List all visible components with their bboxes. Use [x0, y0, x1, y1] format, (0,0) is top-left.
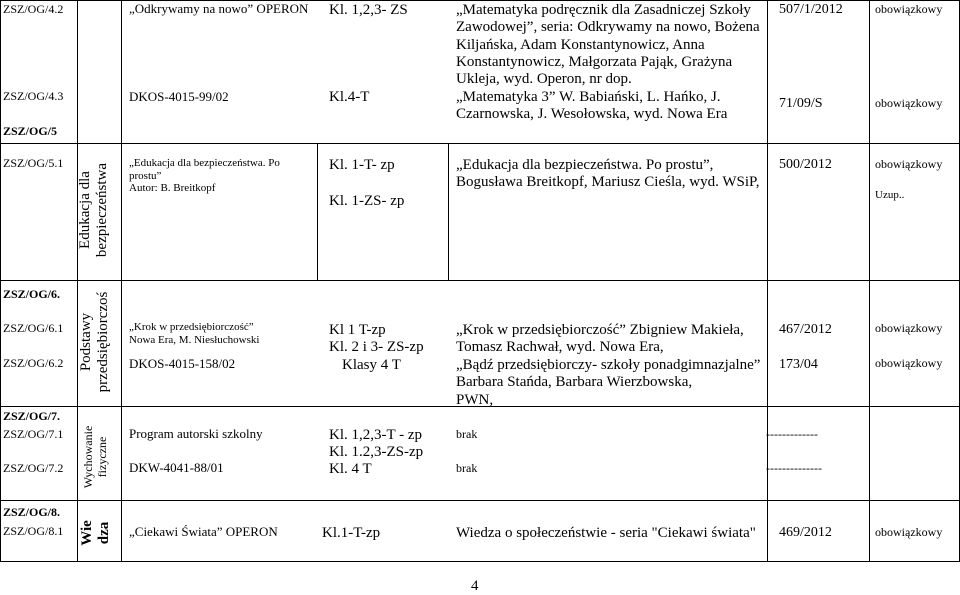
- page-number: 4: [471, 578, 479, 594]
- row-description: „Matematyka 3” W. Babiański, L. Hańko, J. Czarnowska, J. Wesołowska, wyd. Nowa Era: [456, 89, 728, 123]
- row-title: „Ciekawi Świata” OPERON: [129, 524, 278, 539]
- row-approval-number: 500/2012: [779, 157, 832, 172]
- row-approval-number: 71/09/S: [779, 96, 823, 111]
- row-class: Kl. 4 T: [329, 461, 372, 477]
- row-description: „Bądź przedsiębiorczy- szkoły ponadgimnazjalne” Barbara Stańda, Barbara Wierzbowska, PWN,: [456, 357, 761, 408]
- row-class: Klasy 4 T: [342, 357, 401, 373]
- group-code: ZSZ/OG/8.: [3, 505, 61, 519]
- row-title: „Edukacja dla bezpieczeństwa. Po prostu” Autor: B. Breitkopf: [129, 157, 280, 195]
- row-class: Kl.4-T: [329, 89, 370, 105]
- group-code: ZSZ/OG/7.: [3, 409, 61, 423]
- row-description: Wiedza o społeczeństwie - seria "Ciekawi świata": [456, 525, 756, 541]
- row-status: obowiązkowy: [875, 321, 943, 335]
- row-code: ZSZ/OG/4.2: [3, 2, 64, 16]
- row-code: ZSZ/OG/4.3: [3, 89, 64, 103]
- row-approval-number: 173/04: [779, 357, 818, 372]
- row-class: Kl 1 T-zp Kl. 2 i 3- ZS-zp: [329, 322, 424, 356]
- subject-label: Wie dza: [79, 520, 113, 546]
- row-note: Uzup..: [875, 189, 905, 201]
- row-title: „Krok w przedsiębiorczość” Nowa Era, M. Niesłuchowski: [129, 321, 260, 346]
- row-code: ZSZ/OG/6.1: [3, 321, 64, 335]
- row-code: ZSZ/OG/6.2: [3, 356, 64, 370]
- subject-label: Edukacja dla bezpieczeństwa: [77, 162, 111, 258]
- row-title: DKOS-4015-158/02: [129, 356, 236, 371]
- row-title: Program autorski szkolny: [129, 426, 263, 441]
- row-description: brak: [456, 461, 478, 475]
- row-approval-number: -------------: [766, 427, 818, 441]
- row-title: „Odkrywamy na nowo” OPERON: [129, 1, 309, 16]
- row-code: ZSZ/OG/7.2: [3, 461, 64, 475]
- row-description: „Matematyka podręcznik dla Zasadniczej Szkoły Zawodowej”, seria: Odkrywamy na nowo, Bożena Kiljańska, Adam Konstantynowicz, Anna Konstantynowicz, Małgorzata Pająk, Grażyna Ukleja, wyd. Operon, nr dop.: [456, 2, 760, 87]
- group-code: ZSZ/OG/5: [3, 124, 58, 138]
- row-title: DKOS-4015-99/02: [129, 89, 229, 104]
- group-code: ZSZ/OG/6.: [3, 287, 61, 301]
- row-status: obowiązkowy: [875, 356, 943, 370]
- row-code: ZSZ/OG/8.1: [3, 524, 64, 538]
- row-code: ZSZ/OG/5.1: [3, 156, 64, 170]
- row-approval-number: 469/2012: [779, 525, 832, 540]
- row-description: „Krok w przedsiębiorczość” Zbigniew Makieła, Tomasz Rachwał, wyd. Nowa Era,: [456, 322, 744, 356]
- row-code: ZSZ/OG/7.1: [3, 427, 64, 441]
- row-class: Kl. 1,2,3-T - zp Kl. 1.2,3-ZS-zp: [329, 427, 424, 461]
- row-status: obowiązkowy: [875, 157, 943, 171]
- row-status: obowiązkowy: [875, 96, 943, 110]
- row-class: Kl. 1-T- zp: [329, 157, 395, 173]
- row-title: DKW-4041-88/01: [129, 460, 224, 475]
- row-description: „Edukacja dla bezpieczeństwa. Po prostu”, Bogusława Breitkopf, Mariusz Cieśla, wyd. WSiP,: [456, 157, 760, 191]
- subject-label: Podstawy przedsiębiorczoś: [78, 291, 112, 393]
- row-approval-number: 467/2012: [779, 322, 832, 337]
- row-approval-number: 507/1/2012: [779, 2, 843, 17]
- row-description: brak: [456, 427, 478, 441]
- row-status: obowiązkowy: [875, 525, 943, 539]
- subject-label: Wychowanie fizyczne: [81, 425, 109, 489]
- row-class: Kl. 1-ZS- zp: [329, 193, 405, 209]
- row-class: Kl.1-T-zp: [322, 525, 381, 541]
- row-class: Kl. 1,2,3- ZS: [329, 2, 408, 18]
- row-status: obowiązkowy: [875, 2, 943, 16]
- row-approval-number: --------------: [766, 461, 822, 475]
